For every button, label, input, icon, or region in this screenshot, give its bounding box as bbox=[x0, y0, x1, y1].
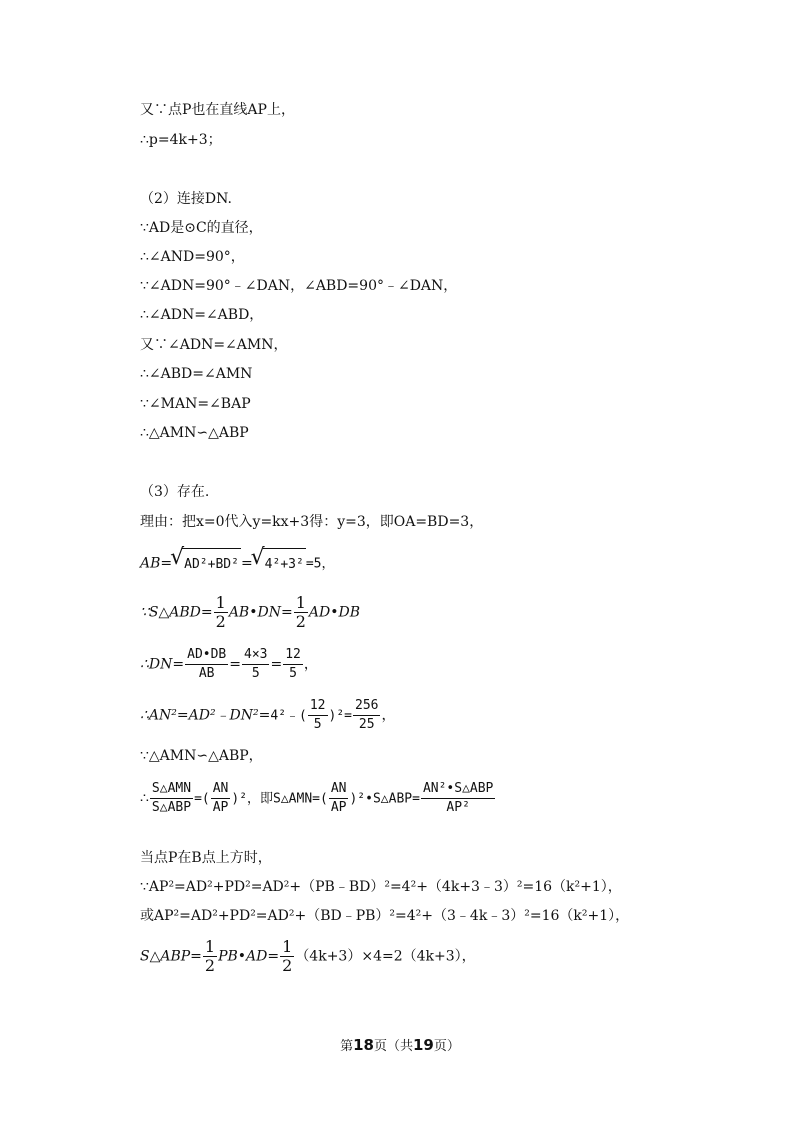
text-line: 当点P在B点上方时， bbox=[140, 850, 272, 866]
text-line: ∵AD是⊙C的直径， bbox=[140, 220, 263, 236]
fraction: $\frac{12}{5}$ bbox=[285, 647, 301, 681]
text-line: 或AP²=AD²+PD²=AD²+（BD﹣PB）²=4²+（3﹣4k﹣3）²=16（k²+1）， bbox=[140, 908, 630, 924]
math-text: AD•DB bbox=[308, 604, 360, 621]
math-text: ， bbox=[381, 707, 396, 724]
math-text: ∴DN= bbox=[140, 656, 185, 673]
math-text: )²•S△ABP= bbox=[349, 791, 420, 807]
math-text: S△ABP= bbox=[140, 948, 202, 965]
math-line-ab bbox=[140, 548, 334, 579]
text-line: （2）连接DN. bbox=[140, 191, 232, 207]
page-number: 18 bbox=[353, 1036, 374, 1054]
text-line: ∵△AMN∽△ABP， bbox=[140, 748, 263, 764]
fraction: $\frac{1}{2}$ bbox=[282, 937, 293, 975]
fraction: $\frac{1}{2}$ bbox=[215, 593, 226, 631]
math-text: =5， bbox=[305, 556, 335, 572]
footer-text: 页） bbox=[433, 1039, 460, 1054]
math-line-area bbox=[140, 594, 360, 631]
text-line: ∴∠AND=90°， bbox=[140, 249, 245, 265]
fraction: $\frac{4\times 3}{5}$ bbox=[244, 647, 268, 681]
footer-text: 页（共 bbox=[373, 1039, 413, 1054]
text-line: ∴△AMN∽△ABP bbox=[140, 425, 249, 441]
text-line: 又∵点P也在直线AP上， bbox=[140, 102, 295, 118]
math-text: ∴AN²=AD²﹣DN²= bbox=[140, 707, 271, 724]
math-text: =( bbox=[194, 791, 210, 807]
math-text: = bbox=[240, 555, 253, 572]
text-line: ∵∠ADN=90°﹣∠DAN，∠ABD=90°﹣∠DAN， bbox=[140, 278, 458, 294]
fraction: $\frac{AD•DB}{AB}$ bbox=[187, 647, 227, 681]
text-line: （3）存在. bbox=[140, 484, 210, 500]
fraction: $\frac{1}{2}$ bbox=[204, 937, 216, 975]
math-text: ∵S△ABD= bbox=[140, 604, 213, 621]
math-text: )²，即S△AMN=( bbox=[231, 791, 328, 807]
text-line: ∴p=4k+3； bbox=[140, 132, 222, 148]
math-text: PB•AD= bbox=[218, 948, 280, 965]
fraction: $\frac{AN}{AP}$ bbox=[330, 781, 347, 815]
math-line-an bbox=[140, 697, 395, 734]
radicand: 4²+3² bbox=[263, 548, 306, 579]
math-line-dn bbox=[140, 646, 318, 683]
math-line-sabp bbox=[140, 938, 476, 975]
fraction: $\frac{256}{25}$ bbox=[355, 698, 379, 732]
math-text: 4²﹣( bbox=[270, 708, 307, 724]
math-text: ∴ bbox=[140, 790, 149, 807]
math-text: = bbox=[229, 656, 241, 673]
math-text: ， bbox=[303, 656, 318, 673]
fraction: $\frac{AN}{AP}$ bbox=[212, 781, 229, 815]
math-text: )²= bbox=[328, 708, 352, 724]
math-text: = bbox=[270, 656, 283, 673]
fraction: $\frac{1}{2}$ bbox=[295, 593, 306, 631]
math-text: （4k+3）×4=2（4k+3）， bbox=[295, 948, 476, 965]
page-footer bbox=[0, 1035, 800, 1054]
footer-text: 第 bbox=[340, 1039, 354, 1054]
text-line: ∵AP²=AD²+PD²=AD²+（PB﹣BD）²=4²+（4k+3﹣3）²=16（k²+1）， bbox=[140, 879, 622, 895]
page-total: 19 bbox=[413, 1036, 434, 1054]
sqrt-expression bbox=[172, 548, 241, 579]
text-line: ∴∠ADN=∠ABD， bbox=[140, 307, 264, 323]
sqrt-expression bbox=[253, 548, 306, 579]
fraction: $\frac{12}{5}$ bbox=[309, 698, 326, 732]
text-line: ∵∠MAN=∠BAP bbox=[140, 396, 251, 412]
math-text: AB•DN= bbox=[228, 604, 293, 621]
fraction: $\frac{\text{AN²•S△ABP}}{\text{AP²}}$ bbox=[422, 781, 494, 815]
text-line: 理由：把x=0代入y=kx+3得：y=3，即OA=BD=3， bbox=[140, 514, 484, 530]
fraction: $\frac{\text{S△AMN}}{\text{S△ABP}}$ bbox=[151, 781, 192, 815]
math-text: AB= bbox=[140, 555, 173, 572]
text-line: 又∵∠ADN=∠AMN， bbox=[140, 337, 288, 353]
text-line: ∴∠ABD=∠AMN bbox=[140, 366, 253, 382]
math-line-ratio bbox=[140, 780, 496, 817]
radicand: AD²+BD² bbox=[182, 548, 241, 579]
